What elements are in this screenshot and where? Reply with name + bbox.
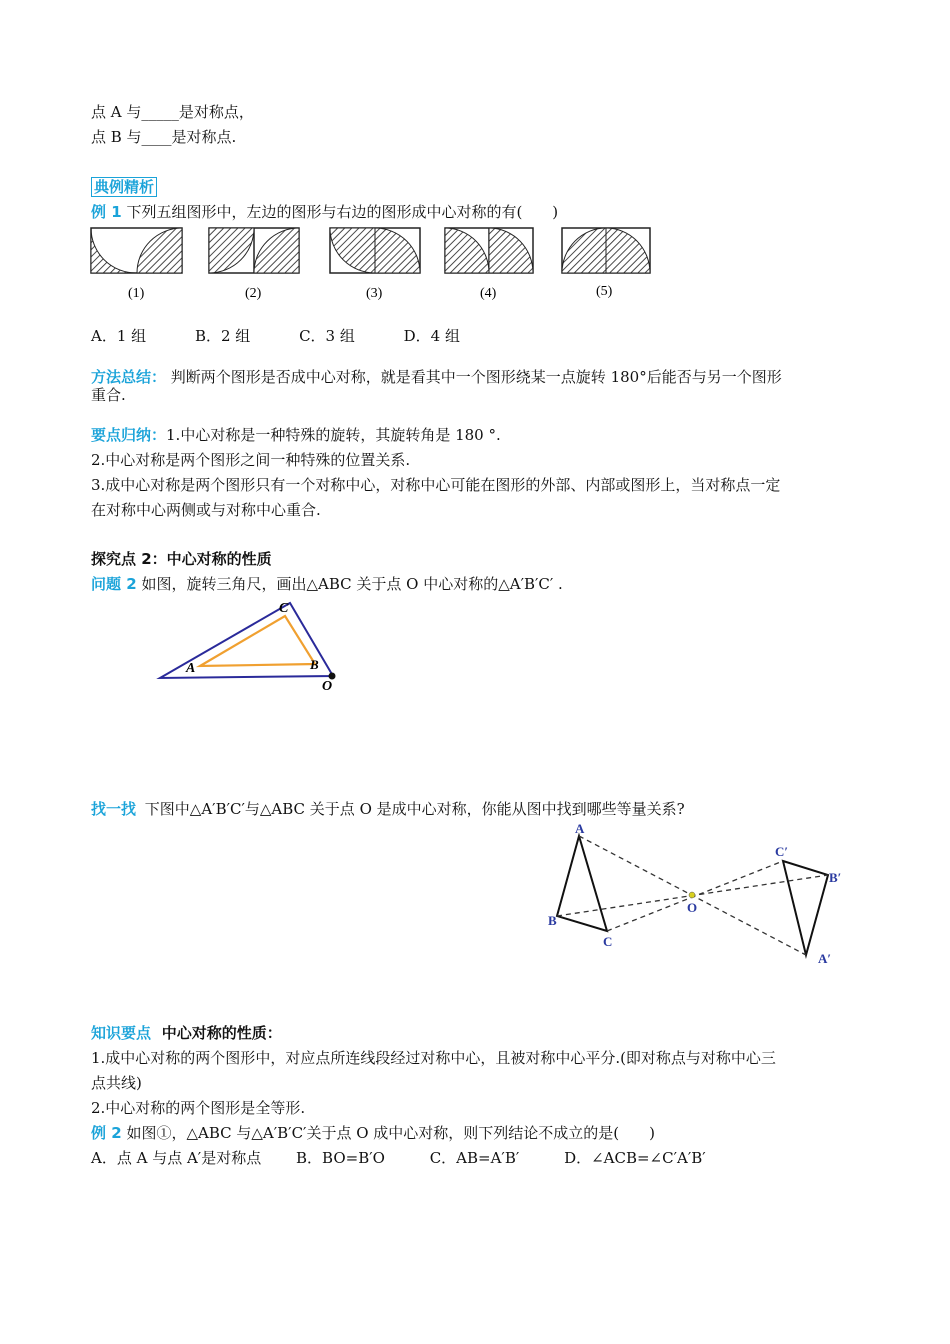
intro-line-1: 点 A 与_____是对称点， (91, 103, 254, 121)
option-d[interactable]: D．4 组 (403, 327, 460, 345)
center-o (689, 892, 695, 898)
triangle-ruler-figure (150, 596, 350, 696)
method-text-1: 判断两个图形是否成中心对称，就是看其中一个图形绕某一点旋转 180°后能否与另一个图形 (170, 368, 782, 386)
figure-4 (445, 228, 533, 273)
find-question (91, 799, 685, 819)
triangle-a-b-c-prime (783, 861, 828, 955)
ex2-option-b[interactable]: B．BO=B′O (296, 1149, 385, 1167)
triangle-abc-solid (557, 836, 607, 931)
example2-label: 例 2 (91, 1124, 122, 1142)
knowledge-p1b: 点共线) (91, 1074, 142, 1092)
method-summary (91, 367, 782, 387)
option-a[interactable]: A．1 组 (91, 327, 147, 345)
knowledge-heading (91, 1023, 282, 1043)
find-label: 找一找 (91, 800, 137, 818)
label-b-prime: B′ (829, 870, 842, 885)
method-label: 方法总结： (91, 368, 167, 386)
figure-4-label: (4) (480, 286, 497, 301)
example1-label: 例 1 (91, 203, 122, 221)
label-c: C (279, 601, 289, 616)
ex2-option-d[interactable]: D．∠ACB=∠C′A′B′ (564, 1149, 706, 1167)
label-o: O (322, 679, 333, 694)
knowledge-p2: 2.中心对称的两个图形是全等形. (91, 1099, 306, 1117)
keypoint-3b: 在对称中心两侧或与对称中心重合. (91, 501, 321, 519)
keypoint-1: 1.中心对称是一种特殊的旋转，其旋转角是 180 °. (166, 426, 501, 444)
find-text: 下图中△A′B′C′与△ABC 关于点 O 是成中心对称，你能从图中找到哪些等量关系? (144, 800, 685, 818)
figure-2 (209, 228, 299, 273)
example2-question (91, 1123, 655, 1143)
option-c[interactable]: C．3 组 (299, 327, 355, 345)
figure-2-label: (2) (245, 286, 262, 301)
knowledge-title: 中心对称的性质： (161, 1024, 282, 1042)
label-c-prime: C′ (775, 844, 789, 859)
section-title-text: 典例精析 (91, 177, 157, 197)
keypoint-3a: 3.成中心对称是两个图形只有一个对称中心，对称中心可能在图形的外部、内部或图形上，当对称点一定 (91, 476, 781, 494)
label-o: O (687, 900, 698, 915)
keypoints-line-1 (91, 425, 501, 445)
keypoint-2: 2.中心对称是两个图形之间一种特殊的位置关系. (91, 451, 411, 469)
figure-3-label: (3) (366, 286, 383, 301)
intro-line-2: 点 B 与____是对称点. (91, 128, 237, 146)
example1-figures (90, 226, 660, 306)
label-b: B (310, 657, 319, 672)
example1-question (91, 202, 558, 222)
question2-text: 如图，旋转三角尺，画出△ABC 关于点 O 中心对称的△A′B′C′ . (141, 575, 563, 593)
knowledge-label: 知识要点 (91, 1024, 152, 1042)
label-c: C (603, 934, 613, 949)
example2-text: 如图①，△ABC 与△A′B′C′关于点 O 成中心对称，则下列结论不成立的是( ) (126, 1124, 655, 1142)
question2-label: 问题 2 (91, 575, 137, 593)
triangle-abc (200, 616, 315, 666)
method-text-2: 重合. (91, 386, 126, 404)
example1-options (91, 326, 504, 346)
label-a-prime: A′ (818, 951, 832, 966)
keypoints-label: 要点归纳： (91, 426, 167, 444)
label-a: A (186, 661, 196, 676)
section-title (91, 177, 157, 197)
figure-3 (330, 228, 420, 273)
central-symmetry-figure (540, 822, 860, 972)
ex2-option-c[interactable]: C．AB=A′B′ (429, 1149, 520, 1167)
example2-options (91, 1148, 706, 1168)
label-a: A (575, 821, 585, 836)
knowledge-p1a: 1.成中心对称的两个图形中，对应点所连线段经过对称中心，且被对称中心平分.(即对称点与对称中心三 (91, 1049, 776, 1067)
ex2-option-a[interactable]: A．点 A 与点 A′是对称点 (91, 1149, 262, 1167)
figure-1-label: (1) (128, 286, 145, 301)
option-b[interactable]: B．2 组 (194, 327, 251, 345)
question2 (91, 574, 563, 594)
explore-title: 探究点 2：中心对称的性质 (91, 550, 272, 568)
figure-1 (91, 228, 182, 273)
figure-5 (562, 228, 650, 273)
label-b: B (548, 913, 557, 928)
example1-text: 下列五组图形中，左边的图形与右边的图形成中心对称的有( ) (126, 203, 559, 221)
figure-5-label: (5) (596, 284, 613, 299)
